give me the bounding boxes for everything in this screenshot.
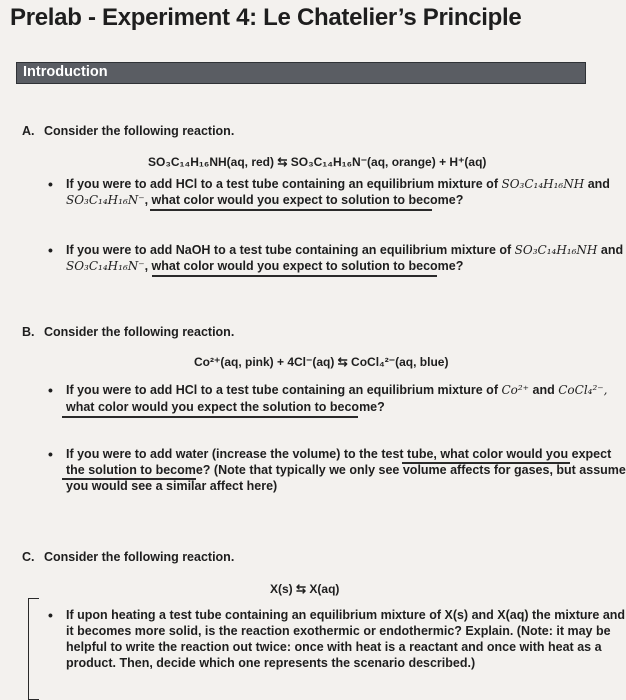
section-b-prompt: Consider the following reaction. (44, 325, 235, 339)
handwritten-underline (152, 275, 437, 277)
handwritten-underline (62, 416, 358, 418)
question-b1-line2: what color would you expect the solution to become? (66, 400, 385, 414)
q-b1-formula1: Co²⁺ (501, 383, 530, 397)
q-a2-and: and (600, 243, 624, 257)
q-a1-question: , what color would you expect to solution to become? (144, 193, 464, 207)
question-c1-line2: it becomes more solid, is the reaction exothermic or endothermic? Explain. (Note: it may be (66, 624, 611, 638)
section-header-bar (16, 62, 586, 84)
section-c-marker: C. (22, 550, 35, 564)
section-a-prompt: Consider the following reaction. (44, 124, 235, 138)
reaction-a-product: SO₃C₁₄H₁₆N⁻(aq, orange) (290, 155, 436, 169)
q-a1-text: If you were to add HCl to a test tube containing an equilibrium mixture of (66, 177, 498, 191)
section-b-marker: B. (22, 325, 35, 339)
q-b1-and: and (532, 383, 555, 397)
question-c1-line4: product. Then, decide which one represents the scenario described.) (66, 656, 476, 670)
question-c1-line3: helpful to write the reaction out twice: once with heat is a reactant and once with heat as a (66, 640, 602, 654)
question-a1-line2 (66, 193, 463, 207)
question-a1-line1 (66, 177, 610, 191)
question-b2-line2: the solution to become? (Note that typically we only see volume affects for gases, but assume (66, 463, 626, 477)
bullet-icon: • (48, 242, 53, 258)
section-header-label: Introduction (23, 64, 108, 80)
q-a2-formula1: SO₃C₁₄H₁₆NH (514, 243, 598, 257)
question-b2-line1: If you were to add water (increase the volume) to the test tube, what color would you expect (66, 447, 612, 461)
q-a1-formula1: SO₃C₁₄H₁₆NH (501, 177, 585, 191)
question-a2-line2 (66, 259, 463, 273)
question-b2-line3: you would see a similar affect here) (66, 479, 278, 493)
handwritten-underline (62, 478, 196, 480)
section-a-reaction (148, 155, 486, 169)
q-a2-formula2: SO₃C₁₄H₁₆N⁻ (66, 259, 145, 273)
section-c-reaction: X(s) ⇆ X(aq) (270, 582, 340, 596)
page-title: Prelab - Experiment 4: Le Chatelier’s Principle (10, 4, 522, 31)
q-b1-text: If you were to add HCl to a test tube containing an equilibrium mixture of (66, 383, 498, 397)
q-b1-formula2: CoCl₄²⁻, (558, 383, 608, 397)
bullet-icon: • (48, 176, 53, 192)
reaction-a-reactant: SO₃C₁₄H₁₆NH(aq, red) (148, 155, 274, 169)
bullet-icon: • (48, 607, 53, 623)
handwritten-bracket (28, 598, 39, 700)
q-a2-text: If you were to add NaOH to a test tube containing an equilibrium mixture of (66, 243, 512, 257)
handwritten-underline (402, 462, 570, 464)
q-a2-question: , what color would you expect to solution to become? (144, 259, 464, 273)
reaction-a-plus: + H⁺(aq) (439, 155, 487, 169)
section-a-marker: A. (22, 124, 35, 138)
handwritten-underline (150, 209, 432, 211)
q-a1-formula2: SO₃C₁₄H₁₆N⁻ (66, 193, 145, 207)
equilibrium-arrow-icon: ⇆ (277, 155, 288, 169)
q-a1-and: and (587, 177, 610, 191)
bullet-icon: • (48, 446, 53, 462)
question-b1-line1 (66, 383, 607, 397)
bullet-icon: • (48, 382, 53, 398)
question-a2-line1 (66, 243, 623, 257)
section-b-reaction: Co²⁺(aq, pink) + 4Cl⁻(aq) ⇆ CoCl₄²⁻(aq, blue) (194, 355, 449, 369)
section-c-prompt: Consider the following reaction. (44, 550, 235, 564)
question-c1-line1: If upon heating a test tube containing an equilibrium mixture of X(s) and X(aq) the mixture and (66, 608, 626, 622)
